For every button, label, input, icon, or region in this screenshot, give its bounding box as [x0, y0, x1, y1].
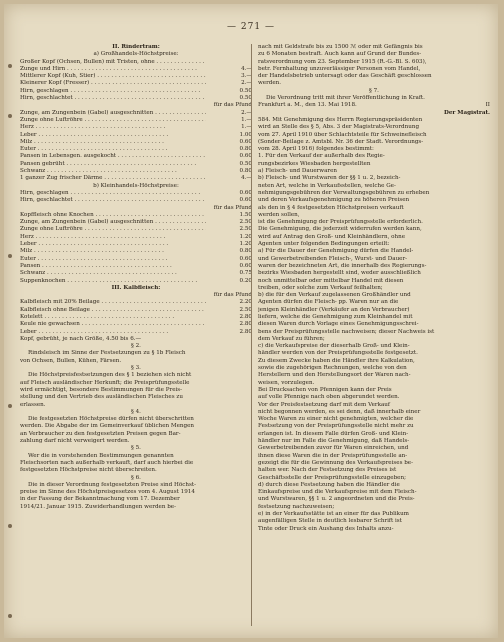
section-heading: II. Rindertram: — [112, 44, 160, 50]
price-label: Herz . . . — [20, 124, 206, 131]
price-value: 1.00 — [239, 131, 252, 138]
right-column — [258, 44, 490, 533]
signoff-authority: Der Magistrat. — [444, 109, 490, 116]
text-line: liefern, welche die Genehmigung zum Kleinhandel mit — [258, 313, 413, 320]
price-value: 1.20 — [239, 241, 252, 248]
price-value: 0.80 — [239, 146, 252, 153]
price-label: Zunge ohne Luftröhre . . . — [20, 117, 206, 124]
text-line: und deren Verkaufsgenehmigung zu höheren Preisen — [258, 197, 410, 204]
text-line: werden. — [258, 80, 282, 87]
section-heading: III. Kalbfleisch: — [111, 284, 161, 291]
price-row — [20, 270, 252, 277]
text-line: Agenten unter folgenden Bedingungen erteilt: — [258, 241, 390, 248]
text-line: bens der Preisprüfungsstelle nachweisen; dieser Nachweis ist — [258, 328, 435, 335]
text-line: waren der bezeichneten Art, die innerhalb des Regierungs- — [258, 262, 427, 269]
text-line: zahlung darf nicht verweigert werden. — [20, 438, 130, 445]
signoff-number: II — [485, 102, 490, 109]
text-line: dem Verkauf zu führen; — [258, 335, 325, 342]
unit-label: für das Pfund — [213, 102, 252, 109]
text-line: wird auf Antrag den Groß- und Kleinhändlern, ohne — [258, 233, 406, 240]
price-value: 2.80 — [239, 321, 252, 328]
price-label: Euter . . . — [20, 256, 206, 263]
price-row — [20, 234, 252, 241]
text-line: Die Höchstpreisfestsetzungen des § 1 beziehen sich nicht — [28, 372, 192, 379]
price-row — [20, 117, 252, 124]
text-line: Rindsleisch im Sinne der Festsetzungen zu § 1b Fleisch — [28, 350, 186, 357]
text-line: Die Verordnung tritt mit ihrer Veröffentlichung in Kraft. — [266, 95, 425, 102]
paragraph-number: § 2. — [131, 343, 141, 350]
price-value: 2.20 — [239, 299, 252, 306]
price-value: 0.50 — [239, 95, 252, 102]
price-row — [20, 110, 252, 117]
text-line: b) Fleisch- und Wurstwaren der §§ 1 u. 2, bezeich- — [258, 175, 401, 182]
signoff-place: Frankfurt a. M., den 13. Mai 1918. — [258, 102, 357, 109]
price-value: 2.80 — [239, 328, 252, 335]
price-value: 2.50 — [239, 226, 252, 233]
text-line: an Verbraucher zu den festgesetzten Preisen gegen Bar- — [20, 430, 181, 437]
price-row — [20, 161, 252, 168]
price-value: 0.60 — [239, 197, 252, 204]
text-line: c) die Verkaufspreise der dieserhalb Groß- und Klein- — [258, 343, 410, 350]
price-value: 0.80 — [239, 168, 252, 175]
text-line: jenigen Kleinhändler (Verkäufer an den Verbraucher) — [258, 306, 410, 313]
price-label: Kalbfleisch mit 20% Beilage . . . — [20, 299, 206, 306]
binding-hole — [8, 114, 12, 118]
text-line: Fleischsorten nach außerhalb verkauft, darf auch hierbei die — [20, 459, 194, 466]
text-line: festsetzung nachzuweisen; — [258, 503, 335, 510]
text-line: 584. Mit Genehmigung des Herrn Regierungspräsidenten — [258, 116, 423, 123]
price-row — [20, 146, 252, 153]
price-row — [20, 88, 252, 95]
price-label: Pansen in Lebensgen. ausgekocht . . . — [20, 153, 206, 160]
binding-hole — [8, 64, 12, 68]
price-value: 0.50 — [239, 160, 252, 167]
price-row — [20, 212, 252, 219]
text-line: rungsbezirkes Wiesbaden hergestellten — [258, 160, 371, 167]
text-line: Kopf, gebrüht, je nach Größe, 4.50 bis 6.— — [20, 335, 142, 342]
text-line: halten wer. Nach der Festsetzung des Preises ist — [258, 467, 397, 474]
binding-hole — [8, 524, 12, 528]
column-divider — [251, 44, 252, 626]
price-value: 2.— — [241, 80, 252, 87]
price-label: Zunge ohne Luftröhre . . . — [20, 226, 206, 233]
price-value: 0.80 — [239, 248, 252, 255]
price-row — [20, 168, 252, 175]
price-label: Suppenknochen . . . — [20, 278, 206, 285]
price-label: Pansen . . . — [20, 263, 206, 270]
text-line: weisen, vorzulegen. — [258, 379, 315, 386]
price-label: Milz . . . — [20, 248, 206, 255]
price-value: 0.20 — [239, 277, 252, 284]
text-line: stellung und den Vertrieb des ausländischen Fleisches zu — [20, 394, 183, 401]
price-value — [206, 59, 252, 66]
text-line: von Ochsen, Bullen, Kühen, Färsen. — [20, 357, 122, 364]
text-line: Zu diesem Zwecke haben die Händler ihre Kalkulation, — [258, 357, 415, 364]
text-line: augenfälligen Stelle in deutlich lesbarer Schrift ist — [258, 518, 402, 525]
price-label: Zunge und Hirn . . . — [20, 66, 206, 73]
text-line: b) die für den Verkauf zugelassenen Großhändler und — [258, 292, 411, 299]
price-label: Kleinerer Kopf (Fresser) . . . — [20, 80, 206, 87]
price-row — [20, 59, 252, 66]
text-line: händler nur im Falle die Genehmigung, daß Handels- — [258, 438, 410, 445]
text-line: und Wurstwaren, §§ 1 u. 2 angeordneten und die Preis- — [258, 496, 415, 503]
price-row — [20, 219, 252, 226]
text-line: Gewerbetreibenden zuvor für Waren einreichen, und — [258, 445, 409, 452]
text-line: ihnen diese Waren die in der Preisprüfungsstelle an- — [258, 452, 408, 459]
price-row — [20, 139, 252, 146]
text-line: werden sollen, — [258, 211, 300, 218]
price-value: 4.— — [241, 175, 252, 182]
price-value: 1.— — [241, 124, 252, 131]
price-row — [20, 226, 252, 233]
price-label: Schwanz . . . — [20, 270, 206, 277]
page-number: — 271 — — [227, 22, 275, 32]
price-label: Kalbfleisch ohne Beilage . . . — [20, 307, 206, 314]
price-row — [20, 307, 252, 314]
price-label: Milz . . . — [20, 139, 206, 146]
text-line: erlangen ist. In diesem Falle dürfen Groß- und Klein- — [258, 430, 409, 437]
price-row — [20, 321, 252, 328]
price-value: 3.— — [241, 73, 252, 80]
price-value: 2.50 — [239, 306, 252, 313]
text-line: Festsetzung von der Preisprüfungsstelle nicht mehr zu — [258, 423, 414, 430]
price-label: Keule nie gewachsen . . . — [20, 321, 206, 328]
text-line: Geschäftsstelle der Preisprüfungsstelle einzugeben; — [258, 474, 406, 481]
text-line: sowie die zugehörigen Rechnungen, welche von den — [258, 365, 407, 372]
text-line: betr. Fernhaltung unzuverlässiger Personen vom Handel, — [258, 65, 421, 72]
text-line: wird ermächtigt, besondere Bestimmungen für die Preis- — [20, 386, 183, 393]
text-line: vom 28. April 1916) folgendes bestimmt: — [258, 146, 374, 153]
text-line: 1. Für den Verkauf der außerhalb des Regie- — [258, 153, 385, 160]
price-row — [20, 80, 252, 87]
text-line: Wer die in vorstehenden Bestimmungen genannten — [28, 452, 174, 459]
price-row — [20, 299, 252, 306]
text-line: in der Fassung der Bekanntmachung vom 17. Dezember — [20, 496, 180, 503]
price-value: 4.— — [241, 65, 252, 72]
text-line: ist die Genehmigung der Preisprüfungsstelle erforderlich. — [258, 219, 423, 226]
unit-label: für das Pfund — [213, 204, 252, 211]
price-row — [20, 95, 252, 102]
price-value: 0.60 — [239, 255, 252, 262]
binding-hole — [8, 614, 12, 618]
text-line: zu 6 Monaten bestraft. Auch kann auf Grund der Bundes- — [258, 51, 422, 58]
price-row — [20, 73, 252, 80]
price-value: 1.— — [241, 116, 252, 123]
text-line: Tinte oder Druck ein Aushang des Inhalts anzu- — [258, 525, 394, 532]
text-line: Bei Drucksachen von Pfennigen kann der Preis — [258, 386, 392, 393]
price-label: Pansen gebrüht . . . — [20, 161, 206, 168]
text-line: gezeigt die für die Gewinnung des Verkaufspreises be- — [258, 459, 413, 466]
price-row — [20, 66, 252, 73]
paragraph-number: § 5. — [131, 445, 141, 452]
text-line: auf volle Pfennige nach oben abgerundet werden. — [258, 394, 400, 401]
price-label: Zunge, am Zungenbein (Gabel) ausgeschnitten . . . — [20, 219, 206, 226]
price-row — [20, 314, 252, 321]
price-value: 1.50 — [239, 211, 252, 218]
price-label: Euter . . . — [20, 146, 206, 153]
text-line: bezirks Wiesbaden hergestellt sind, weder ausschließlich — [258, 270, 421, 277]
text-line: (Sonder-Beilage z. Amtsbl. Nr. 36 der Stadt. Verordnungs- — [258, 138, 424, 145]
page-sheet — [4, 4, 498, 638]
text-line: als den in § 4 festgesetzten Höchstpreisen verkauft — [258, 204, 404, 211]
text-line: festgesetzten Höchstpreise nicht überschreiten. — [20, 467, 157, 474]
text-line: Agenten dürfen die Fleisch- pp. Waren nur an die — [258, 299, 399, 306]
text-line: neten Art, welche in Verkaufsstellen, welche Ge- — [258, 182, 396, 189]
text-line: der Handelsbetrieb untersagt oder das Geschäft geschlossen — [258, 73, 432, 80]
price-value: 0.60 — [239, 262, 252, 269]
text-line: Die in dieser Verordnung festgesetzten Preise sind Höchst- — [28, 481, 196, 488]
text-line: a) Fleisch- und Dauerwaren — [258, 168, 338, 175]
price-label: Hirn, geschlachtet . . . — [20, 197, 206, 204]
price-value: 0.60 — [239, 153, 252, 160]
price-row — [20, 124, 252, 131]
price-value: 2.50 — [239, 219, 252, 226]
price-label: Herz . . . — [20, 234, 206, 241]
price-label: Leber . . . — [20, 329, 206, 336]
price-label: Zunge, am Zungenbein (Gabel) ausgeschnitten . . . — [20, 110, 206, 117]
price-label: Mittlerer Kopf (Kuh, Stier) . . . — [20, 73, 206, 80]
price-row — [20, 248, 252, 255]
text-line: nicht begonnen werden, es sei denn, daß innerhalb einer — [258, 408, 421, 415]
price-value: 0.60 — [239, 189, 252, 196]
price-value: 0.60 — [239, 138, 252, 145]
text-line: 1914/21. Januar 1915. Zuwiderhandlungen werden be- — [20, 503, 176, 510]
price-row — [20, 256, 252, 263]
text-line: treiben, oder solche zum Verkauf feilhalten; — [258, 284, 383, 291]
text-line: nach mit Geldstrafe bis zu 1500 ℳ oder mit Gefängnis bis — [258, 44, 423, 50]
price-value: 0.75 — [239, 270, 252, 277]
price-row — [20, 153, 252, 160]
price-label: Leber . . . — [20, 241, 206, 248]
price-label: 1 ganzer Zug frischer Därme . . . — [20, 175, 206, 182]
text-line: ratsverordnung vom 23. September 1915 (R.-G.-Bl. S. 603), — [258, 58, 427, 65]
subheading: b) Kleinhandels-Höchstpreise: — [93, 182, 179, 189]
text-line: preise im Sinne des Höchstpreisgesetzes vom 4. August 1914 — [20, 489, 195, 496]
text-line: und Gewerbetreibenden Fleisch-, Wurst- und Dauer- — [258, 255, 408, 262]
price-value: 2.— — [241, 109, 252, 116]
price-row — [20, 329, 252, 336]
price-row — [20, 190, 252, 197]
unit-label: für das Pfund — [213, 292, 252, 299]
paragraph-number: § 4. — [131, 408, 141, 415]
subheading: a) Großhandels-Höchstpreise: — [93, 51, 179, 58]
paragraph-number: § 7. — [369, 87, 379, 94]
price-value: 1.20 — [239, 233, 252, 240]
price-row — [20, 241, 252, 248]
left-column — [20, 44, 252, 511]
price-row — [20, 175, 252, 182]
signoff-row — [258, 102, 490, 109]
text-line: a) Für die Dauer der Genehmigung dürfen die Handel- — [258, 248, 414, 255]
price-label: Kotelett . . . — [20, 314, 206, 321]
text-line: noch unmittelbar oder mittelbar Handel mit diesen — [258, 277, 404, 284]
price-label: Hirn, geschlagen . . . — [20, 190, 206, 197]
text-line: e) in der Verkaufsstätte ist an einer für das Publikum — [258, 511, 409, 517]
text-line: wird an Stelle des § 5, Abs. 3 der Magistrats-Verordnung — [258, 124, 420, 131]
price-value: 0.50 — [239, 87, 252, 94]
price-label: Großer Kopf (Ochsen, Bullen) mit Tristen, ohne . . . — [20, 59, 206, 66]
text-line: Die festgesetzten Höchstpreise dürfen nicht überschritten — [28, 416, 194, 423]
price-label: Leber . . . — [20, 132, 206, 139]
price-label: Kopffleisch ohne Knochen . . . — [20, 212, 206, 219]
text-line: erlassen. — [20, 401, 46, 408]
text-line: Vor der Preisfestsetzung darf mit dem Verkauf — [258, 401, 390, 408]
text-line: händler werden von der Preisprüfungsstelle festgesetzt. — [258, 350, 418, 357]
text-line: Herstellern und den Herstellungsort der Waren nach- — [258, 372, 411, 379]
text-line: nehmigungsgebühren der Verwaltungsgebühren zu erheben — [258, 189, 430, 196]
text-line: auf Fleisch ausländischer Herkunft; die Preisprüfungsstelle — [20, 379, 190, 386]
price-row — [20, 263, 252, 270]
paragraph-number: § 6. — [131, 474, 141, 481]
price-row — [20, 278, 252, 285]
price-label: Schwanz . . . — [20, 168, 206, 175]
text-line: Die Genehmigung, die jederzeit widerrufen werden kann, — [258, 226, 422, 233]
text-line: d) durch diese Festsetzung haben die Händler die — [258, 481, 400, 488]
paragraph-number: § 3. — [131, 365, 141, 372]
binding-hole — [8, 254, 12, 258]
price-row — [20, 132, 252, 139]
price-value: 2.80 — [239, 313, 252, 320]
price-label: Hirn, geschlagen . . . — [20, 88, 206, 95]
text-line: werden. Die Abgabe der im Gemeinverkauf üblichen Mengen — [20, 423, 195, 430]
text-line: vom 27. April 1910 über Schlachtsteile für Schweinefleisch — [258, 131, 427, 138]
price-label: Hirn, geschlachtet . . . — [20, 95, 206, 102]
text-line: Woche Waren zu einer nicht genehmigten, welcher die — [258, 416, 414, 423]
text-line: diesen Waren durch Vorlage eines Genehmigungsschrei- — [258, 321, 419, 328]
binding-hole — [8, 404, 12, 408]
text-line: Einkaufspreise und die Verkaufspreise mit dem Fleisch- — [258, 489, 417, 496]
price-row — [20, 197, 252, 204]
